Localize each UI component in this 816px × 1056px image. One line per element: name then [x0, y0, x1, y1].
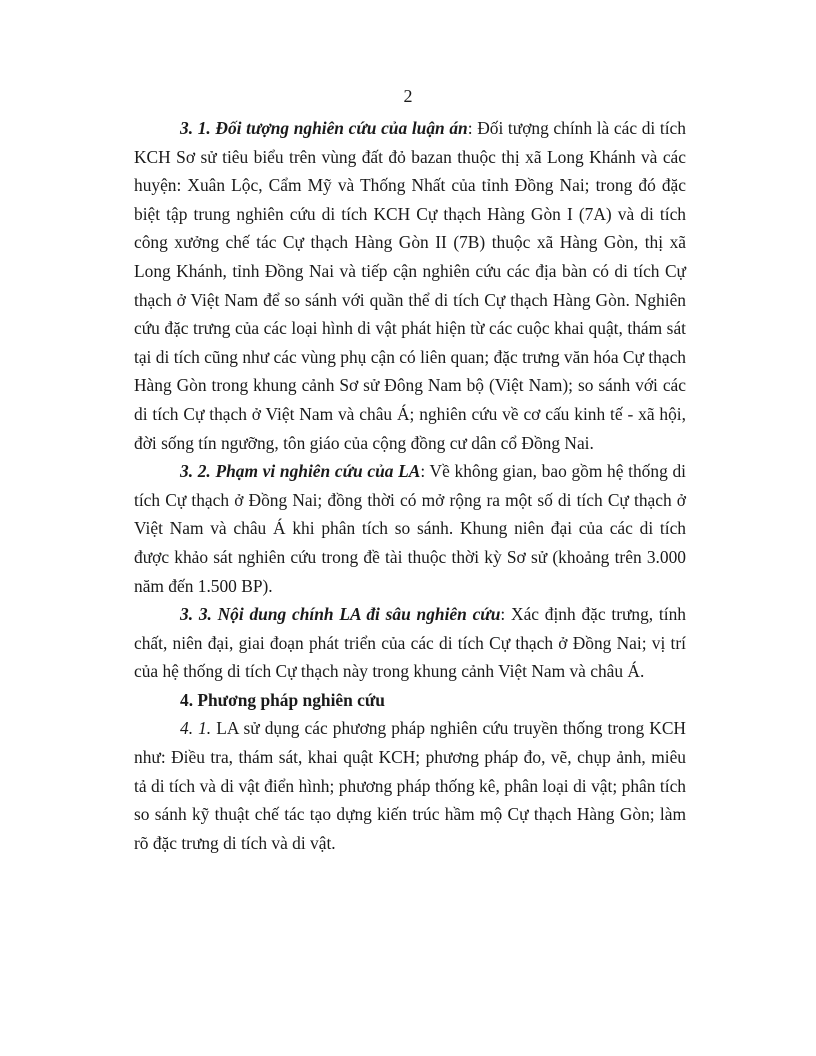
- paragraph-3-2-text: : Về không gian, bao gồm hệ thống di tích Cự thạch ở Đồng Nai; đồng thời có mở rộng ra một số di tích Cự thạch ở Việt Nam và châu Á khi phân tích so sánh. Khung niên đại của các di tích được khảo sát nghiên cứu trong đề tài thuộc thời kỳ Sơ sử (khoảng trên 3.000 năm đến 1.500 BP).: [134, 461, 686, 596]
- document-body: [134, 114, 686, 857]
- section-4-heading: 4. Phương pháp nghiên cứu: [180, 689, 385, 710]
- paragraph-4-1-number: 4. 1.: [180, 718, 212, 739]
- paragraph-3-1-text: : Đối tượng chính là các di tích KCH Sơ sử tiêu biểu trên vùng đất đỏ bazan thuộc thị xã Long Khánh và các huyện: Xuân Lộc, Cẩm Mỹ và Thống Nhất của tỉnh Đồng Nai; trong đó đặc biệt tập trung nghiên cứu di tích KCH Cự thạch Hàng Gòn I (7A) và di tích công xưởng chế tác Cự thạch Hàng Gòn II (7B) thuộc xã Hàng Gòn, thị xã Long Khánh, tỉnh Đồng Nai và tiếp cận nghiên cứu các địa bàn có di tích Cự thạch ở Việt Nam để so sánh với quần thể di tích Cự thạch Hàng Gòn. Nghiên cứu đặc trưng của các loại hình di vật phát hiện từ các cuộc khai quật, thám sát tại di tích cũng như các vùng phụ cận có liên quan; đặc trưng văn hóa Cự thạch Hàng Gòn trong khung cảnh Sơ sử Đông Nam bộ (Việt Nam); so sánh với các di tích Cự thạch ở Việt Nam và châu Á; nghiên cứu về cơ cấu kinh tế - xã hội, đời sống tín ngưỡng, tôn giáo của cộng đồng cư dân cổ Đồng Nai.: [134, 118, 686, 453]
- paragraph-3-3: [134, 600, 686, 686]
- paragraph-3-1: [134, 114, 686, 457]
- paragraph-3-3-title: 3. 3. Nội dung chính LA đi sâu nghiên cứu: [180, 604, 501, 625]
- paragraph-3-2: [134, 457, 686, 600]
- paragraph-3-3-text: : Xác định đặc trưng, tính chất, niên đại, giai đoạn phát triển của các di tích Cự thạch ở Đồng Nai; vị trí của hệ thống di tích Cự thạch này trong khung cảnh Việt Nam và châu Á.: [134, 604, 686, 682]
- paragraph-3-2-title: 3. 2. Phạm vi nghiên cứu của LA: [180, 461, 421, 482]
- paragraph-3-1-title: 3. 1. Đối tượng nghiên cứu của luận án: [180, 118, 468, 138]
- page-number: 2: [403, 86, 413, 106]
- paragraph-4-1: [134, 714, 686, 857]
- paragraph-4-1-text: LA sử dụng các phương pháp nghiên cứu truyền thống trong KCH như: Điều tra, thám sát, khai quật KCH; phương pháp đo, vẽ, chụp ảnh, miêu tả di tích và di vật điển hình; phương pháp thống kê, phân loại di vật; phân tích so sánh kỹ thuật chế tác tạo dựng kiến trúc hầm mộ Cự thạch Hàng Gòn; làm rõ đặc trưng di tích và di vật.: [134, 718, 686, 853]
